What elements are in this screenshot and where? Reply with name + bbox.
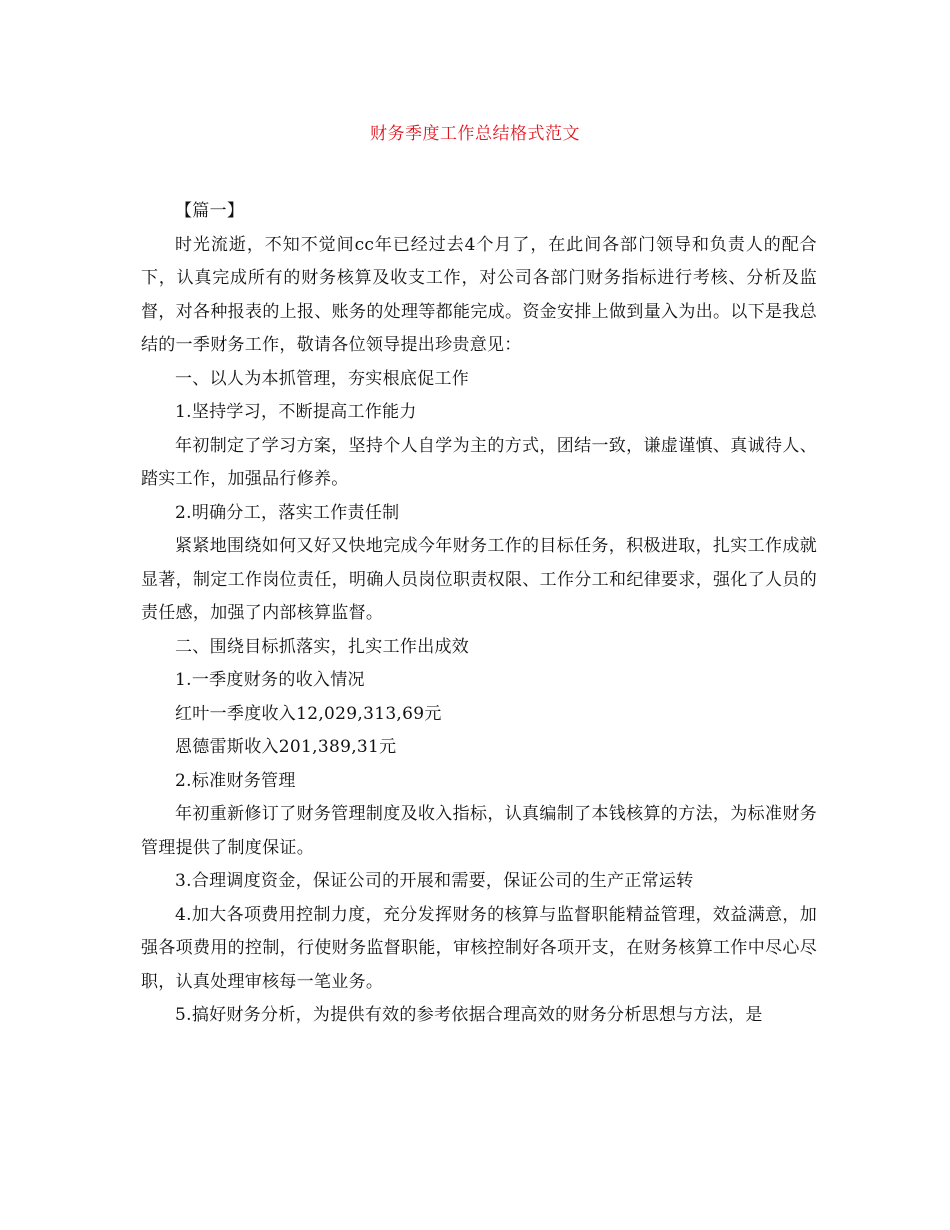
subheading-1-1: 1.坚持学习，不断提高工作能力: [175, 402, 417, 422]
income-line-endress: 恩德雷斯收入201,389,31元: [175, 737, 397, 757]
paragraph-study-plan: 年初制定了学习方案，坚持个人自学为主的方式，团结一致，谦虚谨慎、真诚待人、踏实工作，加强品行修养。: [141, 435, 817, 489]
subheading-2-2: 2.标准财务管理: [175, 770, 296, 791]
item-5-financial-analysis: 5.搞好财务分析，为提供有效的参考依据合理高效的财务分析思想与方法，是: [175, 1005, 763, 1025]
subheading-2-1: 1.一季度财务的收入情况: [175, 670, 365, 690]
item-4-cost-control: 4.加大各项费用控制力度，充分发挥财务的核算与监督职能精益管理，效益满意，加强各项费用的控制，行使财务监督职能，审核控制好各项开支，在财务核算工作中尽心尽职，认真处理审核每一笔业务。: [141, 904, 817, 992]
heading-section-one: 一、以人为本抓管理，夯实根底促工作: [175, 368, 470, 389]
income-line-hongye: 红叶一季度收入12,029,313,69元: [175, 703, 442, 724]
document-body: [141, 195, 817, 1033]
document-title: 财务季度工作总结格式范文: [370, 124, 580, 144]
subheading-1-2: 2.明确分工，落实工作责任制: [175, 502, 400, 523]
paragraph-management-system: 年初重新修订了财务管理制度及收入指标，认真编制了本钱核算的方法，为标准财务管理提供了制度保证。: [141, 804, 817, 858]
heading-section-two: 二、围绕目标抓落实，扎实工作出成效: [175, 636, 470, 657]
item-3-funds: 3.合理调度资金，保证公司的开展和需要，保证公司的生产正常运转: [175, 871, 694, 891]
paragraph-responsibility: 紧紧地围绕如何又好又快地完成今年财务工作的目标任务，积极进取，扎实工作成就显著，制定工作岗位责任，明确人员岗位职责权限、工作分工和纪律要求，强化了人员的责任感，加强了内部核算监督。: [141, 536, 817, 623]
section-heading-part-one: 【篇一】: [175, 201, 245, 221]
paragraph-intro: 时光流逝，不知不觉间cc年已经过去4个月了，在此间各部门领导和负责人的配合下，认真完成所有的财务核算及收支工作，对公司各部门财务指标进行考核、分析及监督，对各种报表的上报、账务的处理等都能完成。资金安排上做到量入为出。以下是我总结的一季财务工作，敬请各位领导提出珍贵意见：: [141, 234, 817, 355]
